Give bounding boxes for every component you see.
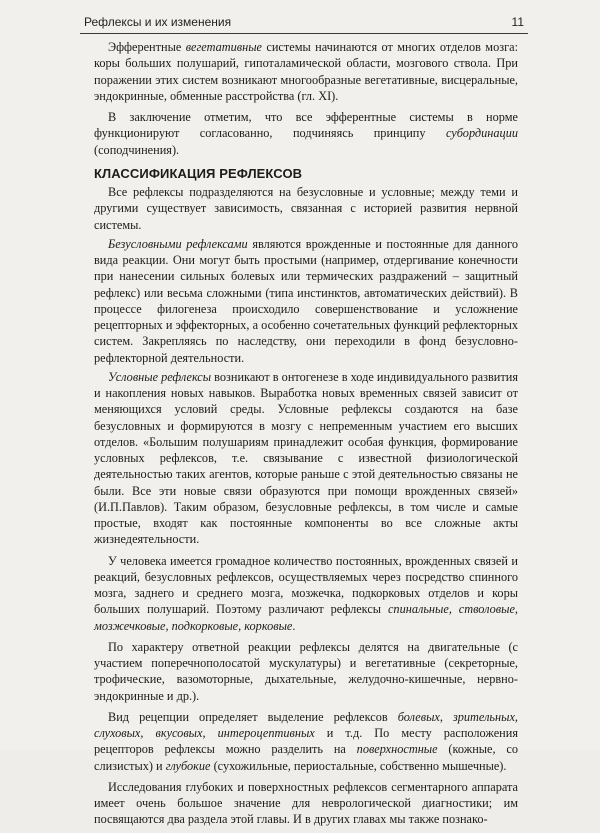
- paragraph-classification-intro: Все рефлексы подразделяются на безусловные и условные; между теми и другими существует зависимость, связанная с историей развития нервной системы.: [94, 185, 518, 232]
- paragraph-reception-type: Вид рецепции определяет выделение рефлексов болевых, зрительных, слуховых, вкусовых, интероцептивных и т.д. По месту расположения рецепторов рефлексы можно разделить на поверхностные (кожные, со слизистых) и глубокие (сухожильные, периостальные, собственно мышечные).: [94, 709, 518, 773]
- term-reception-types: болевых, зрительных, слуховых, вкусовых, интероцептивных: [94, 709, 518, 740]
- term-unconditioned-reflexes: Безусловными рефлексами: [108, 236, 248, 251]
- paragraph-reflex-levels: У человека имеется громадное количество постоянных, врожденных связей и реакций, безусловных рефлексов, осуществляемых через посредство спинного мозга, заднего и среднего мозга, мозжечка, подкорковых отделов и коры больших полушарий. Поэтому различают рефлексы спинальные, стволовые, мозжечковые, подкорковые, корковые.: [94, 553, 519, 633]
- term-superficial: поверхностные: [356, 742, 438, 757]
- paragraph-research: Исследования глубоких и поверхностных рефлексов сегментарного аппарата имеет очень большое значение для неврологической диагностики; им посвящаются два раздела этой главы. И в других главах мы также познако-: [94, 779, 518, 827]
- paragraph-response-character: По характеру ответной реакции рефлексы делятся на двигательные (с участием поперечнополосатой мускулатуры) и вегетативные (секреторные, трофические, вазомоторные, дыхательные, желудочно-кишечные, нервно-эндокринные и др.).: [94, 639, 518, 703]
- term-deep: глубокие: [165, 758, 211, 773]
- paragraph-unconditioned-reflexes: Безусловными рефлексами являются врожденные и постоянные для данного вида реакции. Они могут быть простыми (например, отдергивание конечности при нанесении сильных болевых или термических раздражений – защитный рефлекс) или весьма сложными (типа инстинктов, автоматических действий). В процессе филогенеза происходило совершенствование и усложнение рецепторных и эффекторных, а особенно сочетательных функций рефлекторных систем. Закрепляясь по наследству, они переходили в фонд безусловно-рефлекторной деятельности.: [94, 236, 518, 365]
- paragraph-conditioned-reflexes: Условные рефлексы возникают в онтогенезе в ходе индивидуального развития и накопления новых навыков. Выработка новых временных связей зависит от меняющихся условий среды. Условные рефлексы создаются на базе безусловных и формируются в мозгу с непременным участием его высших отделов. «Большим полушариям принадлежит особая функция, формирование условных рефлексов, т.е. связывание с известной физиологической деятельностью таких агентов, которые раньше с этой деятельностью связаны не были. Все эти новые связи образуются при помощи врожденных связей» (И.П.Павлов). Таким образом, безусловные рефлексы, в том числе и самые простые, входят как постоянные компоненты во все сложные акты жизнедеятельности.: [94, 369, 518, 547]
- running-title: Рефлексы и их изменения: [84, 15, 232, 29]
- term-conditioned-reflexes: Условные рефлексы: [108, 369, 212, 384]
- section-heading: КЛАССИФИКАЦИЯ РЕФЛЕКСОВ: [94, 165, 303, 181]
- term-subordination: субординации: [445, 126, 518, 141]
- page-header: [80, 11, 528, 34]
- term-reflex-levels: спинальные, стволовые, мозжечковые, подкорковые, корковые: [94, 602, 519, 633]
- page-body: [94, 39, 518, 833]
- paragraph-conclusion: В заключение отметим, что все эфферентные системы в норме функционируют согласованно, подчиняясь принципу субординации (соподчинения).: [94, 110, 518, 157]
- page-number: 11: [511, 15, 524, 29]
- term-vegetative: вегетативные: [185, 40, 263, 54]
- paragraph-efferent-vegetative: Эфферентные вегетативные системы начинаются от многих отделов мозга: коры больших полушарий, гипоталамической области, мозгового ствола. При поражении этих систем возникают многообразные вегетативные, висцеральные, эндокринные, обменные расстройства (гл. XI).: [94, 40, 518, 103]
